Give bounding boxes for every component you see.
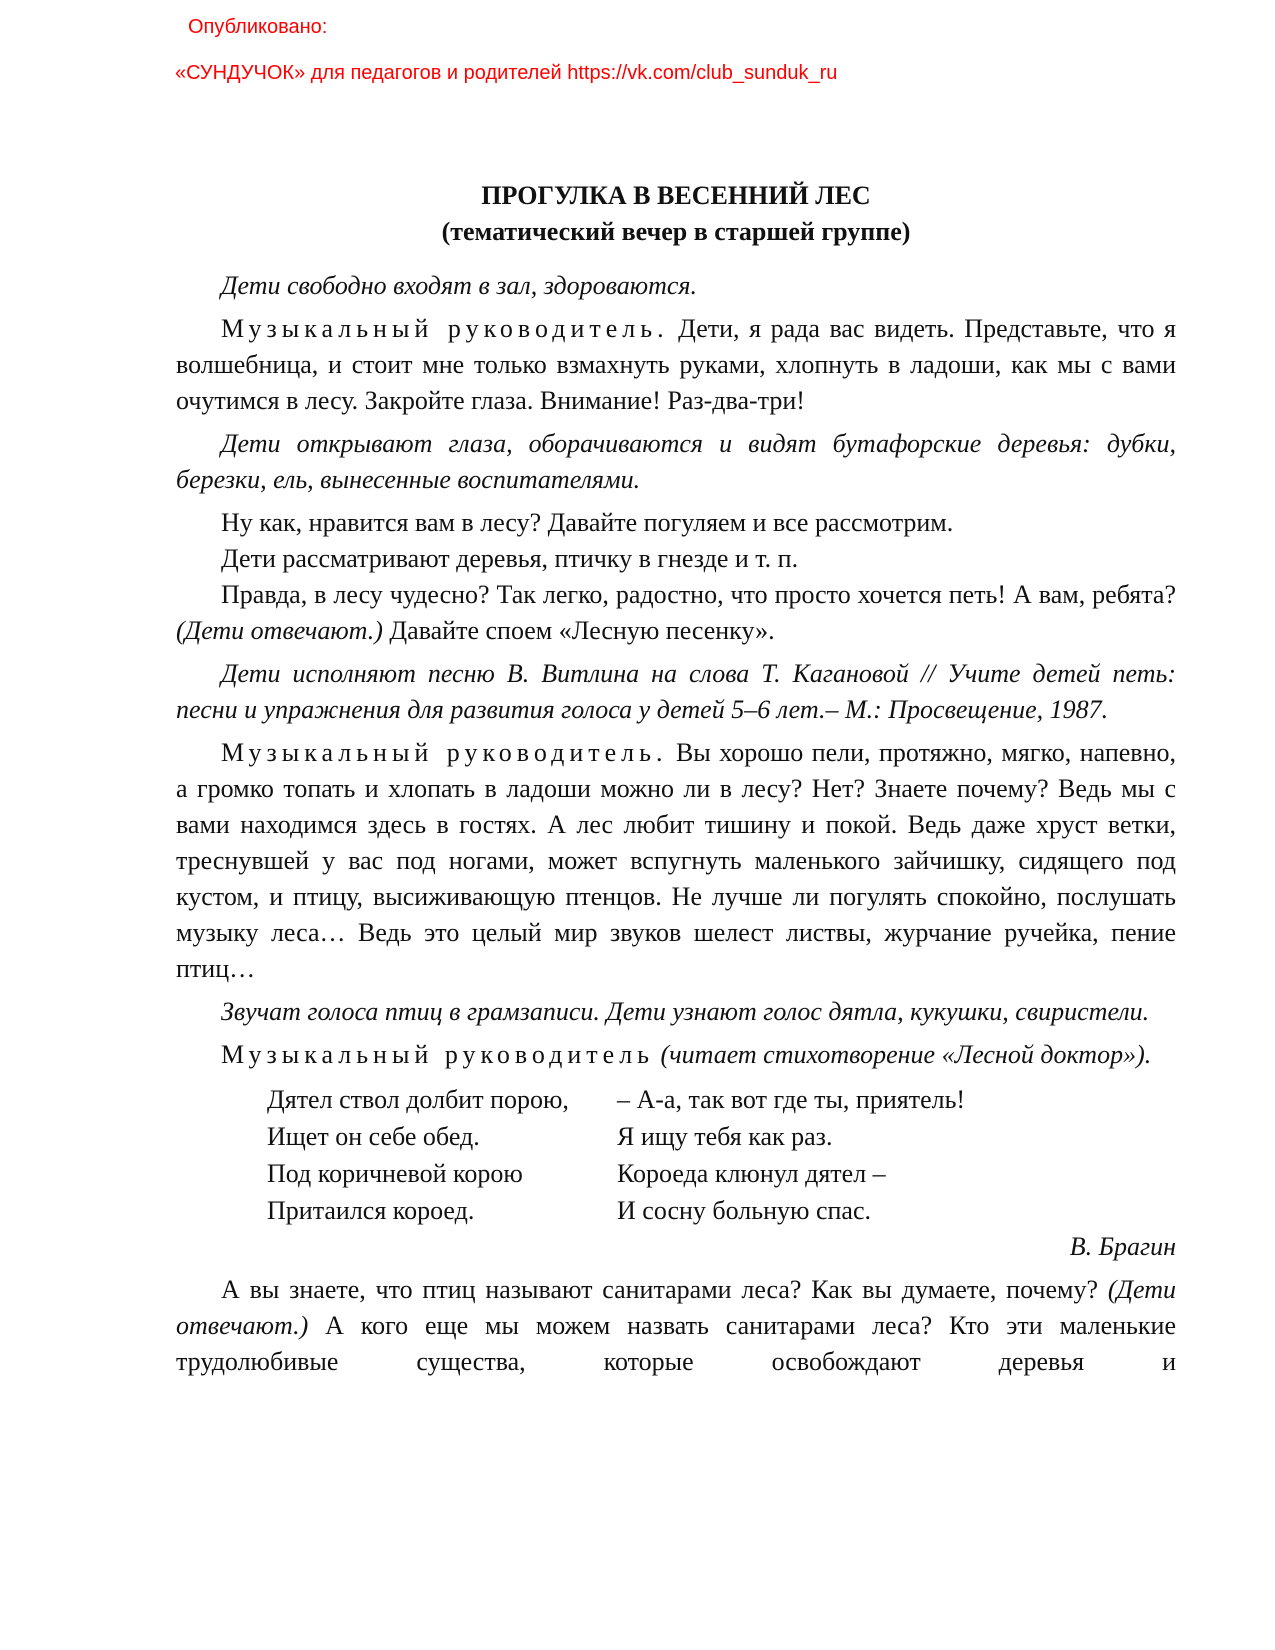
poem xyxy=(267,1081,1176,1229)
paragraph xyxy=(176,311,1176,419)
speaker-name: Музыкальный руководитель. xyxy=(221,314,669,343)
poem-line: Ищет он себе обед. xyxy=(267,1122,480,1151)
stage-direction: Дети открывают глаза, оборачиваются и видят бутафорские деревья: дубки, березки, ель, вынесенные воспитателями. xyxy=(176,429,1176,494)
poem-line: Притаился короед. xyxy=(267,1196,475,1225)
paragraph-text: А вы знаете, что птиц называют санитарами леса? Как вы думаете, почему? xyxy=(221,1275,1108,1304)
speaker-name: Музыкальный руководитель xyxy=(221,1040,655,1069)
document-title: ПРОГУЛКА В ВЕСЕННИЙ ЛЕС xyxy=(481,181,871,210)
paragraph xyxy=(176,1037,1176,1073)
paragraph-italic: (Дети отвечают.) xyxy=(176,1275,1176,1340)
paragraph xyxy=(176,1272,1176,1380)
stage-direction: Звучат голоса птиц в грамзаписи. Дети узнают голос дятла, кукушки, свиристели. xyxy=(221,997,1150,1026)
poem-line: Короеда клюнул дятел – xyxy=(617,1159,886,1188)
source-link[interactable]: https://vk.com/club_sunduk_ru xyxy=(567,62,838,84)
paragraph-text: Правда, в лесу чудесно? Так легко, радостно, что просто хочется петь! А вам, ребята? xyxy=(221,580,1176,609)
paragraph xyxy=(176,735,1176,987)
published-label: Опубликовано: xyxy=(188,16,328,38)
document-body xyxy=(176,178,1176,1380)
paragraph xyxy=(176,577,1176,649)
poem-column xyxy=(617,1081,965,1229)
poem-column xyxy=(267,1081,617,1229)
stage-direction-inline: (читает стихотворение «Лесной доктор»). xyxy=(654,1040,1152,1069)
speech-text: Вы хорошо пели, протяжно, мягко, напевно, а громко топать и хлопать в ладоши можно ли в лесу? Нет? Знаете почему? Ведь мы с вами находимся здесь в гостях. А лес любит тишину и покой. Ведь даже хруст ветки, треснувшей у вас под ногами, может вспугнуть маленького зайчишку, сидящего под кустом, и птицу, высиживающую птенцов. Не лучше ли погулять спокойно, послушать музыку леса… Ведь это целый мир звуков шелест листвы, журчание ручейка, пение птиц… xyxy=(176,738,1176,983)
poem-author: В. Брагин xyxy=(1069,1232,1176,1261)
stage-direction: Дети свободно входят в зал, здороваются. xyxy=(221,271,698,300)
poem-line: Дятел ствол долбит порою, xyxy=(267,1085,569,1114)
document-subtitle: (тематический вечер в старшей группе) xyxy=(441,217,911,246)
source-text: «СУНДУЧОК» для педагогов и родителей xyxy=(175,62,568,84)
poem-line: И сосну больную спас. xyxy=(617,1196,872,1225)
speech-text: Дети, я рада вас видеть. Представьте, что я волшебница, и стоит мне только взмахнуть руками, хлопнуть в ладоши, как мы с вами очутимся в лесу. Закройте глаза. Внимание! Раз-два-три! xyxy=(176,314,1176,415)
paragraph: Дети рассматривают деревья, птичку в гнезде и т. п. xyxy=(221,544,799,573)
paragraph-text: А кого еще мы можем назвать санитарами леса? Кто эти маленькие трудолюбивые существа, которые освобождают деревья и xyxy=(176,1311,1176,1376)
poem-line: Я ищу тебя как раз. xyxy=(617,1122,833,1151)
paragraph-italic: (Дети отвечают.) xyxy=(176,616,383,645)
poem-line: – А-а, так вот где ты, приятель! xyxy=(617,1085,966,1114)
speaker-name: Музыкальный руководитель. xyxy=(221,738,668,767)
stage-direction: Дети исполняют песню В. Витлина на слова Т. Кагановой // Учите детей петь: песни и упражнения для развития голоса у детей 5–6 лет.– М.: Просвещение, 1987. xyxy=(176,659,1176,724)
paragraph: Ну как, нравится вам в лесу? Давайте погуляем и все рассмотрим. xyxy=(221,508,954,537)
poem-line: Под коричневой корою xyxy=(267,1159,523,1188)
paragraph-text: Давайте споем «Лесную песенку». xyxy=(382,616,775,645)
source-line xyxy=(175,62,837,85)
